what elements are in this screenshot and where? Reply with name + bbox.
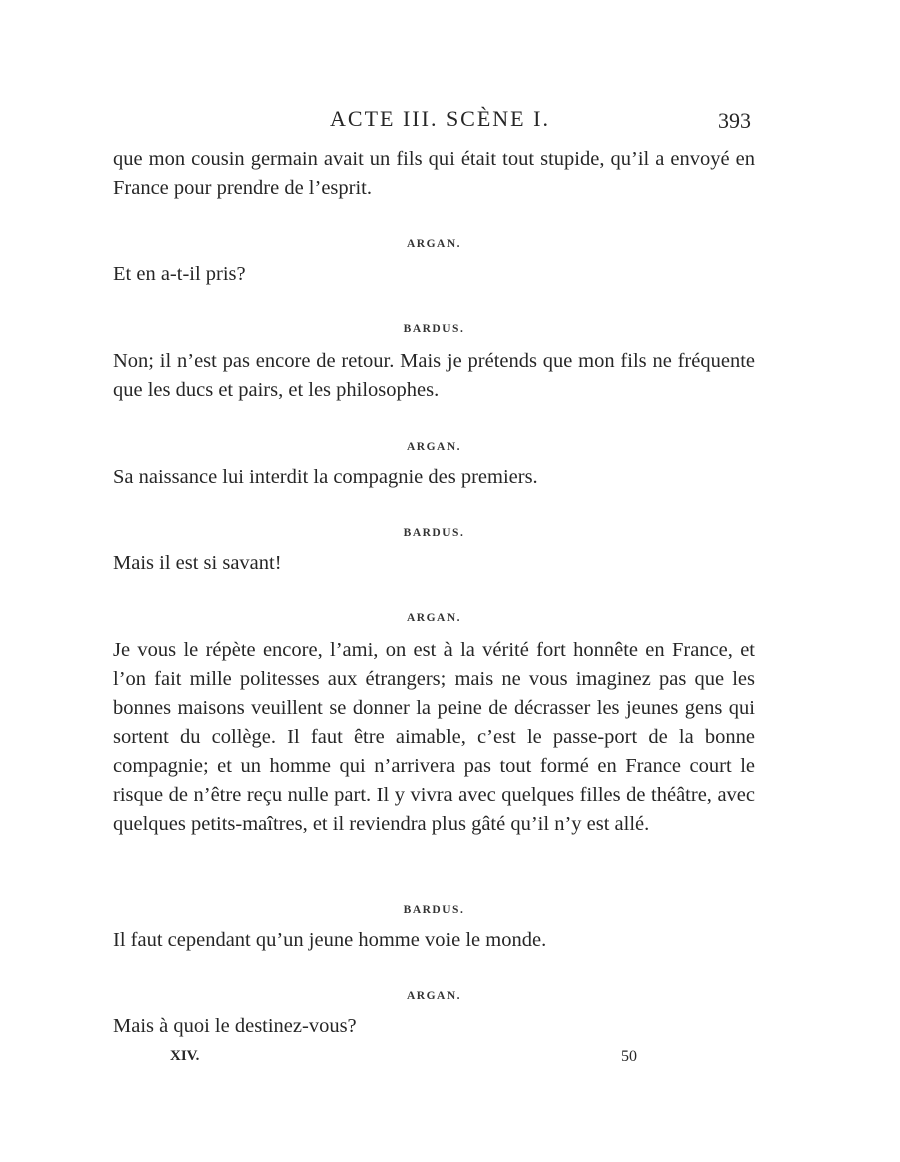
speaker-name: ARGAN. <box>406 990 462 1002</box>
dialogue-text: que mon cousin germain avait un fils qui était tout stupide, qu’il a envoyé en France pour prendre de l’esprit. <box>113 148 755 199</box>
dialogue-text: Il faut cependant qu’un jeune homme voie le monde. <box>113 929 547 951</box>
speaker-name: BARDUS. <box>403 904 465 916</box>
running-head <box>0 106 900 138</box>
dialogue-text: Sa naissance lui interdit la compagnie des premiers. <box>113 466 538 488</box>
running-title: ACTE III. SCÈNE I. <box>330 106 550 131</box>
dialogue-text: Non; il n’est pas encore de retour. Mais je prétends que mon fils ne fréquente que les ducs et pairs, et les philosophes. <box>113 350 755 401</box>
dialogue-text: Et en a-t-il pris? <box>113 263 246 285</box>
dialogue-text: Je vous le répète encore, l’ami, on est à la vérité fort honnête en France, et l’on fait mille politesses aux étrangers; mais ne vous imaginez pas que les bonnes maisons veuillent se donner la peine de décrasser les jeunes gens qui sortent du collège. Il faut être aimable, c’est le passe-port de la bonne compagnie; et un homme qui n’arrivera pas tout formé en France court le risque de n’être reçu nulle part. Il y vivra avec quelques filles de théâtre, avec quelques petits-maîtres, et il reviendra plus gâté qu’il n’y est allé. <box>113 639 755 835</box>
sheet-number: 50 <box>621 1048 637 1065</box>
dialogue-text: Mais à quoi le destinez-vous? <box>113 1015 357 1037</box>
speaker-name: ARGAN. <box>406 238 462 250</box>
signature-mark: XIV. <box>170 1048 200 1064</box>
dialogue-text: Mais il est si savant! <box>113 552 282 574</box>
speaker-name: ARGAN. <box>406 612 462 624</box>
speaker-name: BARDUS. <box>403 323 465 335</box>
speaker-name: BARDUS. <box>403 527 465 539</box>
page-number: 393 <box>718 108 751 133</box>
speaker-name: ARGAN. <box>406 441 462 453</box>
